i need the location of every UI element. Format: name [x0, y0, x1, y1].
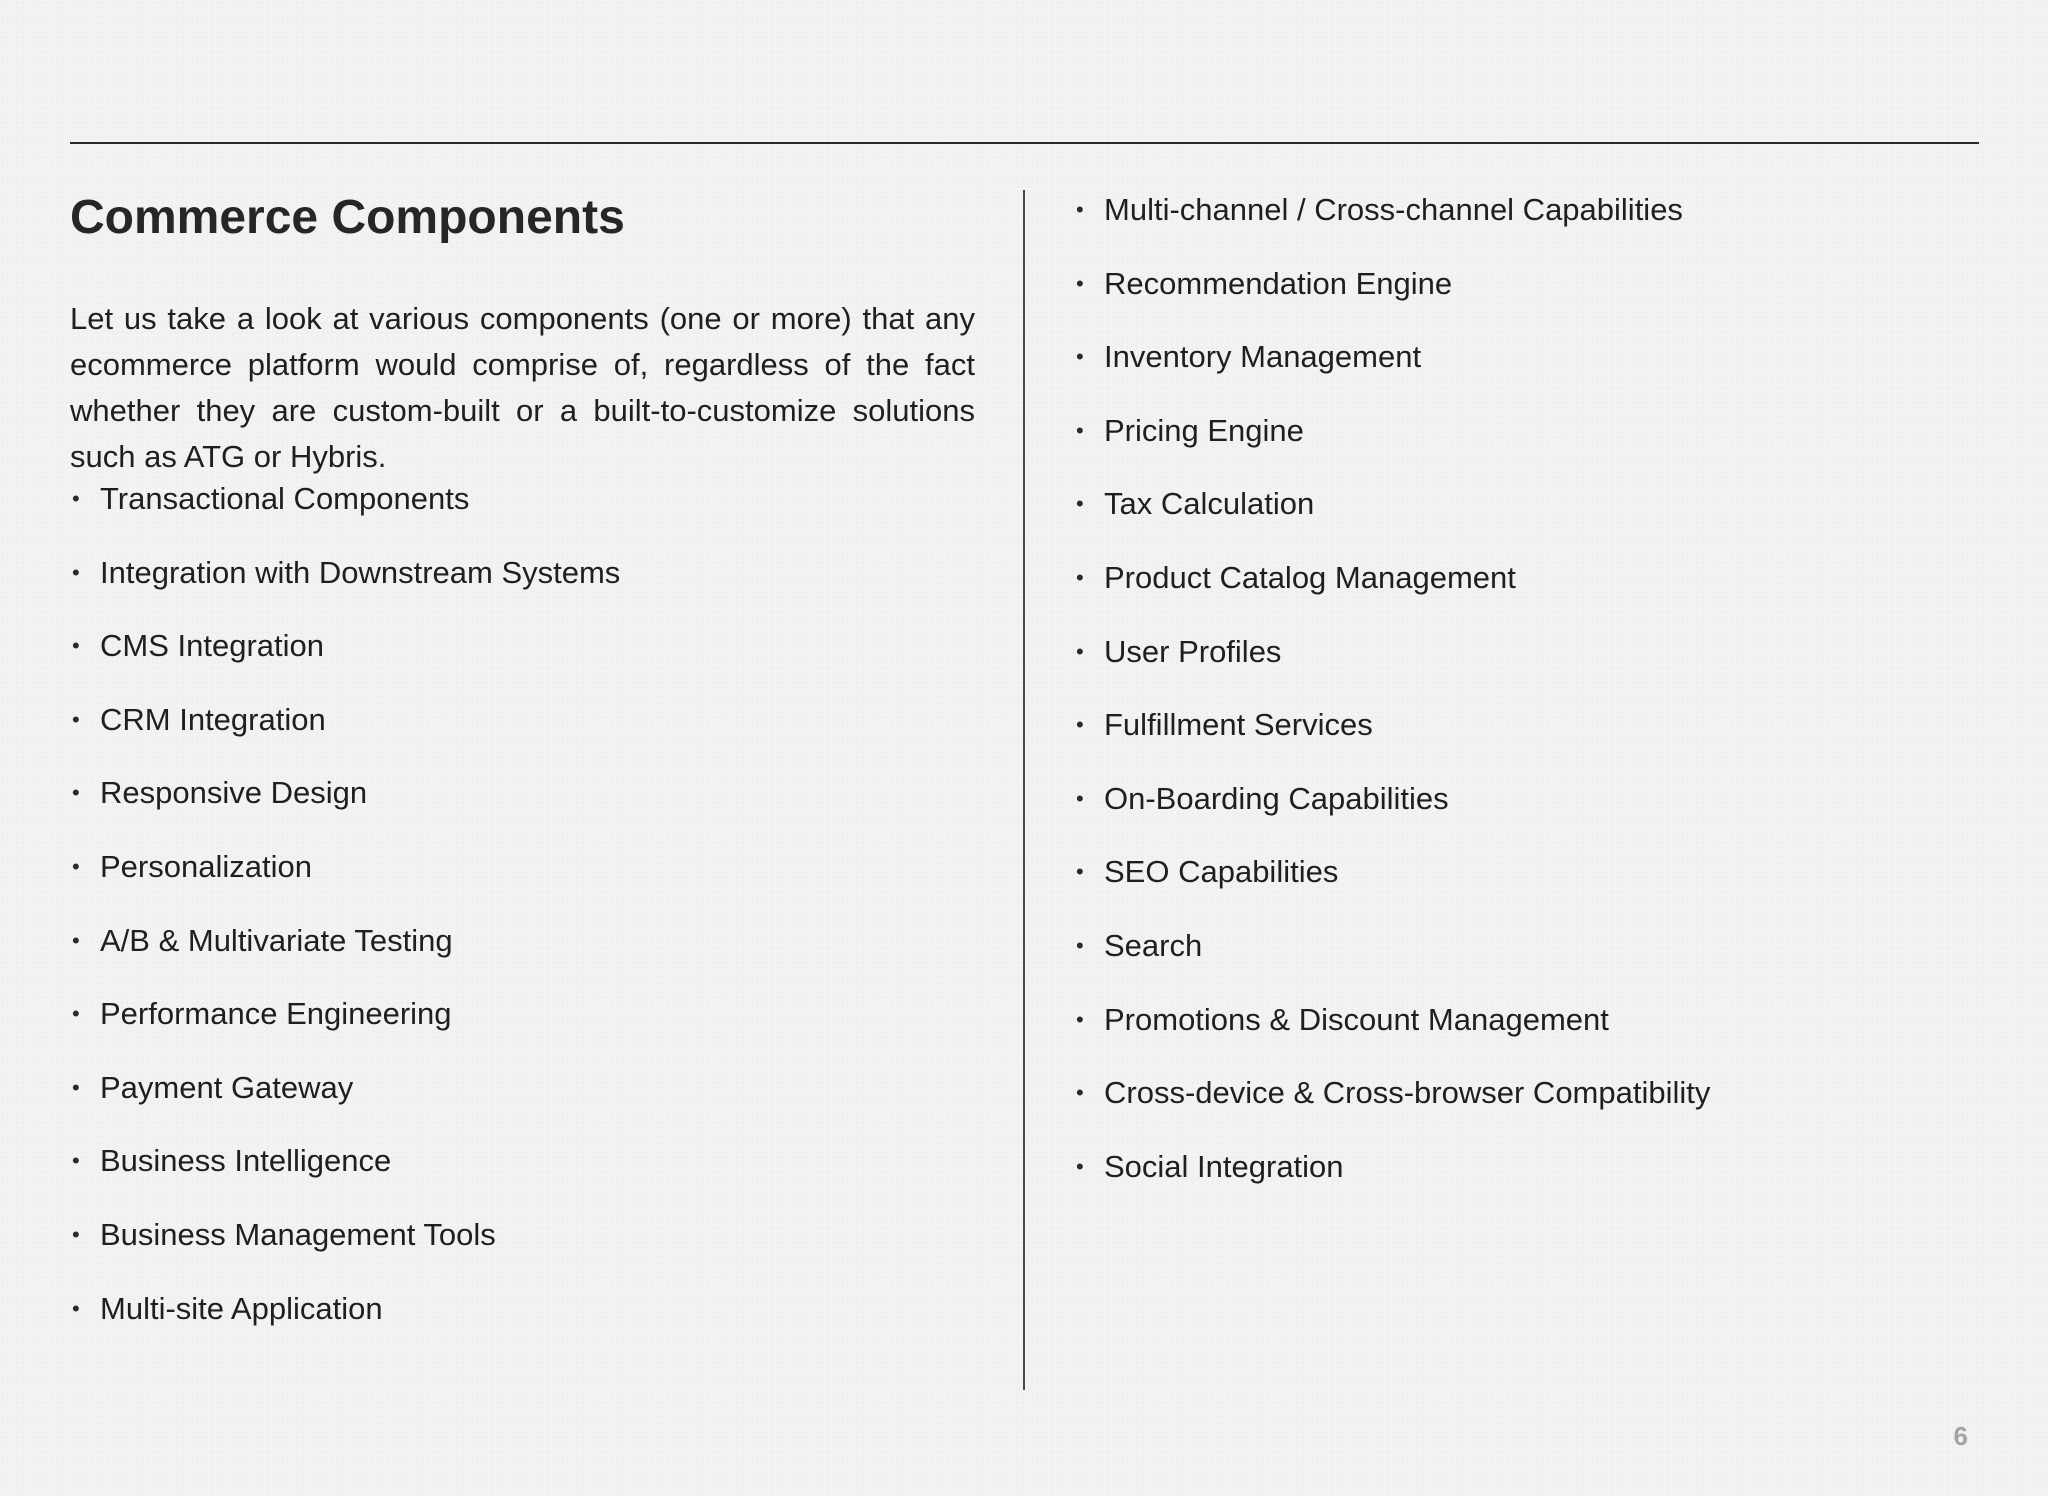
list-item	[1074, 412, 1974, 486]
list-item	[70, 1142, 975, 1216]
list-item-label: Multi-site Application	[100, 1290, 383, 1326]
bullet-icon: •	[72, 1148, 80, 1174]
list-item-label: Recommendation Engine	[1104, 265, 1453, 301]
list-item-label: CMS Integration	[100, 628, 324, 664]
bullet-icon: •	[1076, 638, 1084, 664]
bullet-icon: •	[72, 559, 80, 585]
list-item-label: On-Boarding Capabilities	[1104, 780, 1449, 816]
list-item	[1074, 780, 1974, 854]
bullet-icon: •	[72, 1295, 80, 1321]
right-column	[1074, 191, 1974, 1221]
list-item-label: SEO Capabilities	[1104, 854, 1339, 890]
bullet-icon: •	[1076, 1006, 1084, 1032]
bullet-icon: •	[1076, 785, 1084, 811]
list-item-label: Inventory Management	[1104, 339, 1422, 375]
list-item	[1074, 1148, 1974, 1222]
list-item	[1074, 927, 1974, 1001]
list-item-label: CRM Integration	[100, 701, 326, 737]
list-item-label: Performance Engineering	[100, 996, 452, 1032]
list-item	[1074, 338, 1974, 412]
bullet-icon: •	[1076, 859, 1084, 885]
bullet-icon: •	[72, 486, 80, 511]
right-bullet-list	[1074, 191, 1974, 1221]
bullet-icon: •	[1076, 417, 1084, 443]
list-item	[1074, 485, 1974, 559]
list-item	[70, 922, 975, 996]
list-item	[1074, 853, 1974, 927]
bullet-icon: •	[72, 633, 80, 659]
list-item	[1074, 559, 1974, 633]
bullet-icon: •	[72, 780, 80, 806]
bullet-icon: •	[72, 927, 80, 953]
list-item	[1074, 706, 1974, 780]
list-item	[70, 995, 975, 1069]
left-bullet-list	[70, 480, 975, 1363]
list-item	[70, 554, 975, 628]
list-item-label: Tax Calculation	[1104, 486, 1315, 522]
list-item-label: Cross-device & Cross-browser Compatibility	[1104, 1075, 1711, 1111]
list-item-label: Integration with Downstream Systems	[100, 554, 621, 590]
list-item	[70, 701, 975, 775]
list-item	[1074, 1074, 1974, 1148]
list-item	[1074, 191, 1974, 265]
list-item-label: Business Intelligence	[100, 1143, 392, 1179]
list-item	[1074, 265, 1974, 339]
bullet-icon: •	[72, 706, 80, 732]
top-rule	[70, 142, 1979, 144]
bullet-icon: •	[1076, 491, 1084, 517]
list-item-label: Responsive Design	[100, 775, 368, 811]
list-item-label: Personalization	[100, 848, 312, 884]
left-column	[70, 186, 975, 1363]
bullet-icon: •	[1076, 1080, 1084, 1106]
list-item-label: Search	[1104, 927, 1203, 963]
bullet-icon: •	[72, 1221, 80, 1247]
list-item-label: A/B & Multivariate Testing	[100, 922, 453, 958]
bullet-icon: •	[1076, 564, 1084, 590]
list-item-label: Fulfillment Services	[1104, 707, 1373, 743]
list-item-label: User Profiles	[1104, 633, 1282, 669]
list-item-label: Multi-channel / Cross-channel Capabilities	[1104, 192, 1683, 227]
list-item	[1074, 1001, 1974, 1075]
list-item-label: Transactional Components	[100, 481, 470, 516]
list-item	[70, 1216, 975, 1290]
bullet-icon: •	[1076, 932, 1084, 958]
intro-paragraph: Let us take a look at various components (one or more) that any ecommerce platform would comprise of, regardless of the fact whether they are custom-built or a built-to-customize solutions such as ATG or Hybris.	[70, 301, 975, 474]
list-item-label: Social Integration	[1104, 1148, 1344, 1184]
list-item-label: Business Management Tools	[100, 1216, 496, 1252]
list-item-label: Product Catalog Management	[1104, 559, 1516, 595]
list-item-label: Payment Gateway	[100, 1069, 354, 1105]
list-item	[70, 774, 975, 848]
bullet-icon: •	[1076, 344, 1084, 370]
bullet-icon: •	[1076, 712, 1084, 738]
list-item	[70, 848, 975, 922]
page-number: 6	[1953, 1421, 1968, 1451]
bullet-icon: •	[72, 1001, 80, 1027]
page-title: Commerce Components	[70, 191, 625, 244]
list-item-label: Pricing Engine	[1104, 412, 1304, 448]
list-item-label: Promotions & Discount Management	[1104, 1001, 1609, 1037]
bullet-icon: •	[72, 853, 80, 879]
list-item	[70, 1290, 975, 1364]
list-item	[70, 1069, 975, 1143]
list-item	[1074, 633, 1974, 707]
list-item	[70, 627, 975, 701]
bullet-icon: •	[1076, 197, 1084, 222]
column-divider	[1023, 190, 1025, 1390]
bullet-icon: •	[1076, 1153, 1084, 1179]
bullet-icon: •	[1076, 270, 1084, 296]
bullet-icon: •	[72, 1074, 80, 1100]
list-item	[70, 480, 975, 554]
